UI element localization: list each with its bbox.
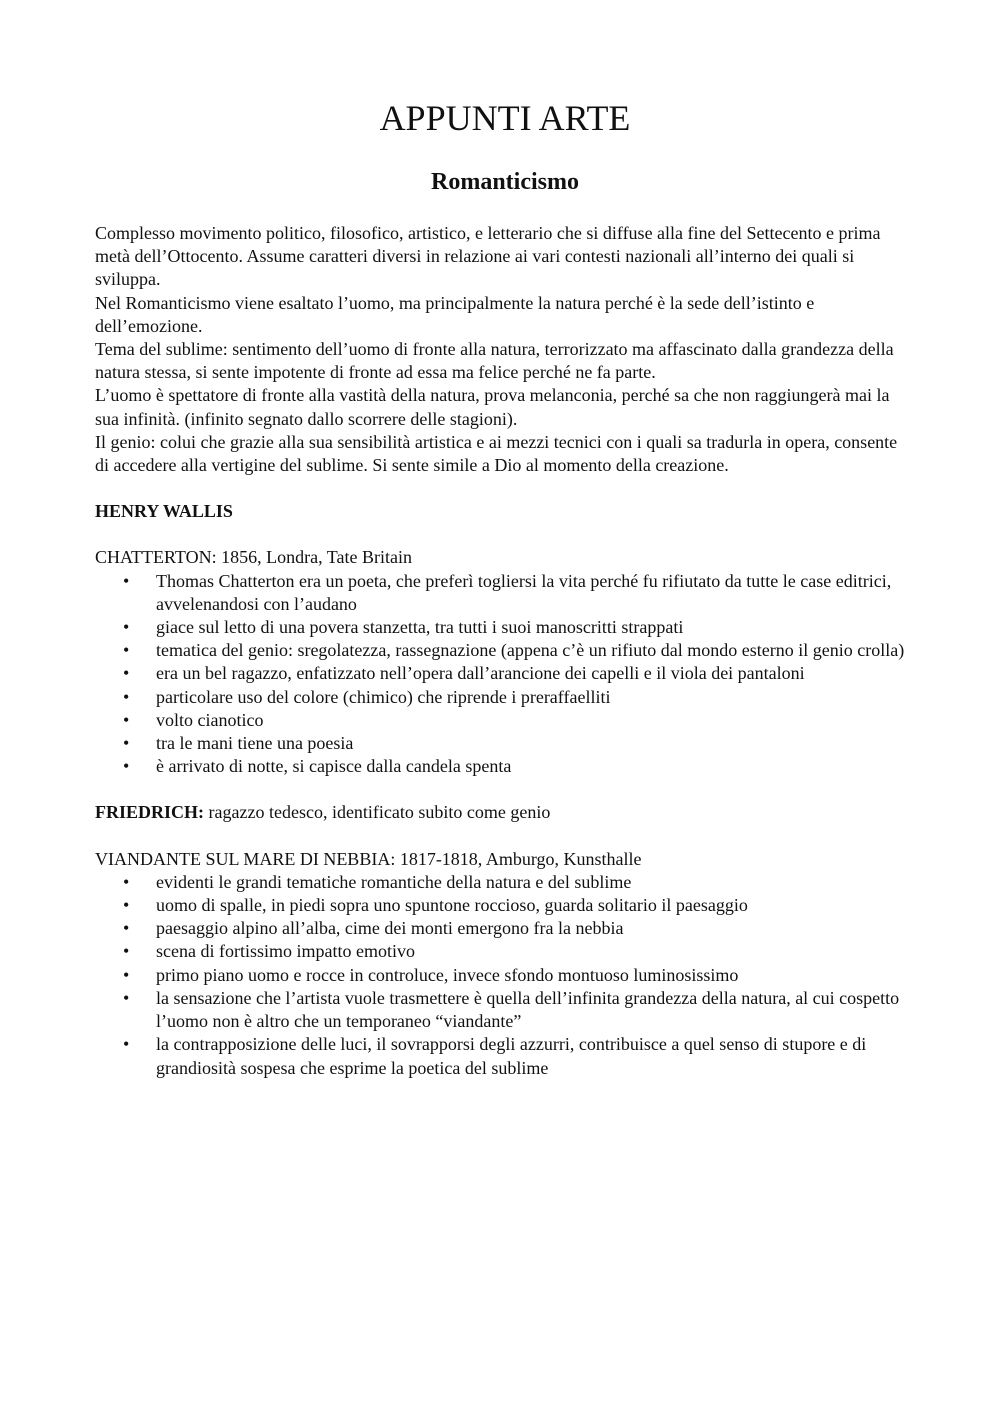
spacer: [95, 825, 915, 848]
intro-paragraph: Complesso movimento politico, filosofico, artistico, e letterario che si diffuse alla fine del Settecento e prima metà dell’Ottocento. Assume caratteri diversi in relazione ai vari contesti nazionali all’interno dei quali si sviluppa.: [95, 223, 881, 290]
intro-paragraph: Il genio: colui che grazie alla sua sensibilità artistica e ai mezzi tecnici con i quali sa tradurla in opera, consente di accedere alla vertigine del sublime. Si sente simile a Dio al momento della creazione.: [95, 431, 898, 476]
friedrich-bullet-list: [95, 871, 915, 1080]
document-page: [95, 96, 915, 1080]
bullet-icon: •: [123, 756, 130, 777]
intro-paragraph: Tema del sublime: sentimento dell’uomo di fronte alla natura, terrorizzato ma affascinato dalla grandezza della natura stessa, si sente impotente di fronte ad essa ma felice perché ne fa parte.: [95, 339, 894, 383]
wallis-bullet-list: [95, 570, 915, 779]
list-item-text: uomo di spalle, in piedi sopra uno spuntone roccioso, guarda solitario il paesaggio: [156, 895, 748, 916]
list-item: [95, 709, 915, 732]
section-title: Romanticismo: [431, 169, 579, 195]
artist-heading: FRIEDRICH:: [95, 802, 205, 823]
list-item-text: giace sul letto di una povera stanzetta, tra tutti i suoi manoscritti strappati: [156, 617, 684, 638]
list-item-text: evidenti le grandi tematiche romantiche della natura e del sublime: [156, 871, 632, 892]
artwork-title: VIANDANTE SUL MARE DI NEBBIA: 1817-1818, Amburgo, Kunsthalle: [95, 848, 642, 869]
intro-paragraph: L’uomo è spettatore di fronte alla vastità della natura, prova melanconia, perché sa che non raggiungerà mai la sua infinità. (infinito segnato dallo scorrere delle stagioni).: [95, 385, 890, 429]
list-item: [95, 732, 915, 755]
bullet-icon: •: [123, 1034, 130, 1055]
list-item: [95, 1033, 915, 1079]
wallis-section: [95, 500, 915, 778]
list-item: [95, 662, 915, 685]
bullet-icon: •: [123, 570, 130, 591]
list-item: [95, 755, 915, 778]
bullet-icon: •: [123, 941, 130, 962]
list-item: [95, 639, 915, 662]
list-item-text: tematica del genio: sregolatezza, rassegnazione (appena c’è un rifiuto dal mondo esterno il genio crolla): [156, 640, 905, 661]
list-item: [95, 940, 915, 963]
document-title: APPUNTI ARTE: [379, 98, 631, 138]
bullet-icon: •: [123, 709, 130, 730]
spacer: [95, 523, 915, 546]
bullet-icon: •: [123, 895, 130, 916]
list-item-text: particolare uso del colore (chimico) che riprende i preraffaelliti: [156, 686, 611, 707]
list-item-text: è arrivato di notte, si capisce dalla candela spenta: [156, 756, 512, 777]
bullet-icon: •: [123, 663, 130, 684]
list-item-text: era un bel ragazzo, enfatizzato nell’opera dall’arancione dei capelli e il viola dei pantaloni: [156, 663, 805, 684]
spacer: [95, 778, 915, 801]
bullet-icon: •: [123, 617, 130, 638]
list-item-text: primo piano uomo e rocce in controluce, invece sfondo montuoso luminosissimo: [156, 964, 739, 985]
list-item-text: volto cianotico: [156, 709, 264, 730]
bullet-icon: •: [123, 987, 130, 1008]
list-item-text: Thomas Chatterton era un poeta, che preferì togliersi la vita perché fu rifiutato da tutte le case editrici, avvelenandosi con l’audano: [156, 570, 892, 614]
list-item: [95, 686, 915, 709]
list-item-text: la contrapposizione delle luci, il sovrapporsi degli azzurri, contribuisce a quel senso di stupore e di grandiosità sospesa che esprime la poetica del sublime: [156, 1034, 867, 1078]
bullet-icon: •: [123, 733, 130, 754]
bullet-icon: •: [123, 640, 130, 661]
artist-description: ragazzo tedesco, identificato subito come genio: [204, 802, 551, 823]
artist-heading: HENRY WALLIS: [95, 501, 233, 522]
list-item-text: paesaggio alpino all’alba, cime dei monti emergono fra la nebbia: [156, 918, 624, 939]
bullet-icon: •: [123, 871, 130, 892]
intro-paragraph: Nel Romanticismo viene esaltato l’uomo, ma principalmente la natura perché è la sede dell’istinto e dell’emozione.: [95, 292, 815, 336]
friedrich-section: [95, 801, 915, 1079]
artwork-title: CHATTERTON: 1856, Londra, Tate Britain: [95, 547, 412, 568]
list-item: [95, 964, 915, 987]
list-item: [95, 616, 915, 639]
list-item-text: tra le mani tiene una poesia: [156, 733, 354, 754]
list-item: [95, 894, 915, 917]
list-item: [95, 987, 915, 1033]
list-item: [95, 570, 915, 616]
bullet-icon: •: [123, 686, 130, 707]
bullet-icon: •: [123, 964, 130, 985]
spacer: [95, 477, 915, 500]
intro-section: [95, 222, 915, 477]
list-item-text: la sensazione che l’artista vuole trasmettere è quella dell’infinita grandezza della natura, al cui cospetto l’uomo non è altro che un temporaneo “viandante”: [156, 987, 900, 1032]
list-item: [95, 917, 915, 940]
artist-line: [95, 801, 915, 824]
list-item-text: scena di fortissimo impatto emotivo: [156, 941, 415, 962]
bullet-icon: •: [123, 918, 130, 939]
list-item: [95, 871, 915, 894]
